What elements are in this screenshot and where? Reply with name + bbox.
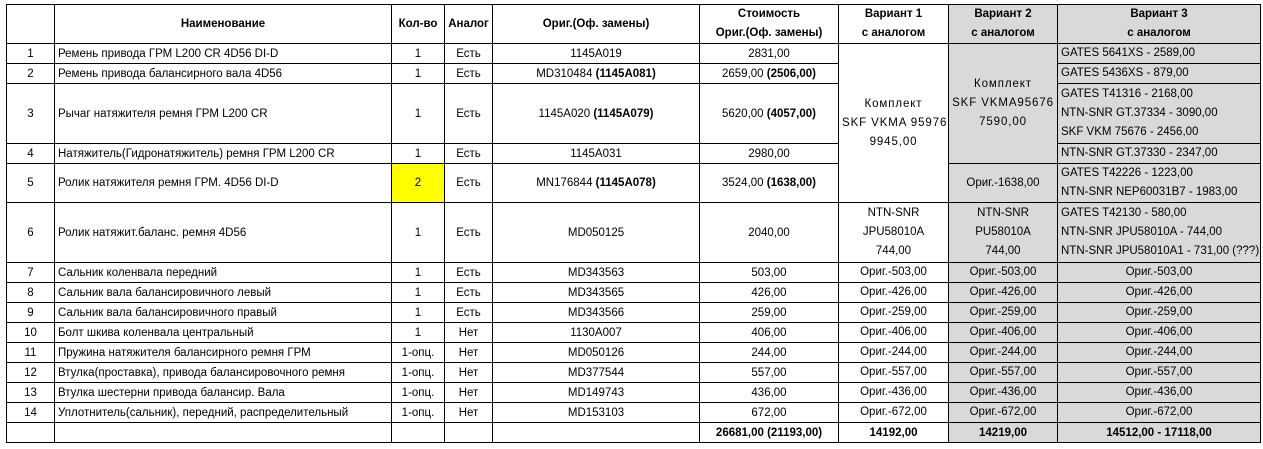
header-variant-3: Вариант 3 с аналогом xyxy=(1058,5,1261,44)
cost: 3524,00 (1638,00) xyxy=(700,164,839,203)
analog-status: Есть xyxy=(445,84,493,144)
quantity: 1 xyxy=(392,283,445,303)
header-orig: Ориг.(Оф. замены) xyxy=(493,5,700,44)
parts-table xyxy=(6,4,1261,443)
cost: 2980,00 xyxy=(700,144,839,164)
analog-status: Есть xyxy=(445,44,493,64)
variant-1: NTN-SNR JPU58010A 744,00 xyxy=(839,203,949,263)
part-name: Втулка шестерни привода балансир. Вала xyxy=(55,383,392,403)
variant-3: NTN-SNR GT.37330 - 2347,00 xyxy=(1058,144,1261,164)
cost: 244,00 xyxy=(700,343,839,363)
variant-3: GATES 5641XS - 2589,00 xyxy=(1058,44,1261,64)
original-part: 1130A007 xyxy=(493,323,700,343)
total-variant-3: 14512,00 - 17118,00 xyxy=(1058,423,1261,443)
analog-status: Есть xyxy=(445,283,493,303)
table-row xyxy=(7,343,1261,363)
table-row xyxy=(7,44,1261,64)
variant-3: Ориг.-426,00 xyxy=(1058,283,1261,303)
variant-3: Ориг.-244,00 xyxy=(1058,343,1261,363)
analog-status: Есть xyxy=(445,203,493,263)
variant-2: Ориг.-406,00 xyxy=(949,323,1058,343)
variant-3: Ориг.-672,00 xyxy=(1058,403,1261,423)
cost: 2659,00 (2506,00) xyxy=(700,64,839,84)
variant-3: Ориг.-259,00 xyxy=(1058,303,1261,323)
original-part: MD149743 xyxy=(493,383,700,403)
header-cost: Стоимость Ориг.(Оф. замены) xyxy=(700,5,839,44)
cost: 672,00 xyxy=(700,403,839,423)
row-number: 7 xyxy=(7,263,55,283)
analog-status: Есть xyxy=(445,144,493,164)
original-part: MD050125 xyxy=(493,203,700,263)
variant-3: Ориг.-406,00 xyxy=(1058,323,1261,343)
quantity: 1-опц. xyxy=(392,363,445,383)
variant-1: Ориг.-426,00 xyxy=(839,283,949,303)
quantity: 1 xyxy=(392,144,445,164)
variant-2: Ориг.-557,00 xyxy=(949,363,1058,383)
part-name: Болт шкива коленвала центральный xyxy=(55,323,392,343)
original-part: MD310484 (1145A081) xyxy=(493,64,700,84)
table-row xyxy=(7,84,1261,144)
row-number: 12 xyxy=(7,363,55,383)
row-number: 11 xyxy=(7,343,55,363)
part-name: Ролик натяжителя ремня ГРМ. 4D56 DI-D xyxy=(55,164,392,203)
total-variant-2: 14219,00 xyxy=(949,423,1058,443)
table-row xyxy=(7,363,1261,383)
row-number: 9 xyxy=(7,303,55,323)
variant-3: Ориг.-503,00 xyxy=(1058,263,1261,283)
table-row xyxy=(7,383,1261,403)
variant-1: Ориг.-557,00 xyxy=(839,363,949,383)
variant-3: GATES T42130 - 580,00 NTN-SNR JPU58010A - 744,00 NTN-SNR JPU58010A1 - 731,00 (???) xyxy=(1058,203,1261,263)
cost: 557,00 xyxy=(700,363,839,383)
quantity: 1 xyxy=(392,44,445,64)
row-number: 13 xyxy=(7,383,55,403)
original-part: 1145A031 xyxy=(493,144,700,164)
row-number: 5 xyxy=(7,164,55,203)
analog-status: Нет xyxy=(445,343,493,363)
variant-2: Ориг.-436,00 xyxy=(949,383,1058,403)
table-row xyxy=(7,263,1261,283)
variant-1: Ориг.-672,00 xyxy=(839,403,949,423)
table-row xyxy=(7,303,1261,323)
header-variant-2: Вариант 2 с аналогом xyxy=(949,5,1058,44)
variant-3: GATES T41316 - 2168,00 NTN-SNR GT.37334 - 3090,00 SKF VKM 75676 - 2456,00 xyxy=(1058,84,1261,144)
variant-2: Ориг.-672,00 xyxy=(949,403,1058,423)
analog-status: Есть xyxy=(445,263,493,283)
variant-1: Ориг.-436,00 xyxy=(839,383,949,403)
variant-1: Ориг.-244,00 xyxy=(839,343,949,363)
analog-status: Нет xyxy=(445,383,493,403)
table-row xyxy=(7,64,1261,84)
cost: 2831,00 xyxy=(700,44,839,64)
totals-row xyxy=(7,423,1261,443)
part-name: Натяжитель(Гидронатяжитель) ремня ГРМ L200 CR xyxy=(55,144,392,164)
original-part: 1145A019 xyxy=(493,44,700,64)
analog-status: Нет xyxy=(445,363,493,383)
variant-1: Ориг.-503,00 xyxy=(839,263,949,283)
quantity: 2 xyxy=(392,164,445,203)
variant-2-orig: Ориг.-1638,00 xyxy=(949,164,1058,203)
variant-3: GATES 5436XS - 879,00 xyxy=(1058,64,1261,84)
row-number: 8 xyxy=(7,283,55,303)
table-row xyxy=(7,144,1261,164)
variant-2: NTN-SNR PU58010A 744,00 xyxy=(949,203,1058,263)
variant-2: Ориг.-259,00 xyxy=(949,303,1058,323)
variant-2: Ориг.-503,00 xyxy=(949,263,1058,283)
part-name: Ремень привода ГРМ L200 CR 4D56 DI-D xyxy=(55,44,392,64)
part-name: Рычаг натяжителя ремня ГРМ L200 CR xyxy=(55,84,392,144)
original-part: MN176844 (1145A078) xyxy=(493,164,700,203)
quantity: 1 xyxy=(392,203,445,263)
cost: 503,00 xyxy=(700,263,839,283)
variant-3: GATES T42226 - 1223,00 NTN-SNR NEP60031B7 - 1983,00 xyxy=(1058,164,1261,203)
header-analog: Аналог xyxy=(445,5,493,44)
quantity: 1 xyxy=(392,303,445,323)
quantity: 1 xyxy=(392,84,445,144)
variant-1: Ориг.-406,00 xyxy=(839,323,949,343)
part-name: Ремень привода балансирного вала 4D56 xyxy=(55,64,392,84)
cost: 259,00 xyxy=(700,303,839,323)
table-row xyxy=(7,283,1261,303)
cost: 5620,00 (4057,00) xyxy=(700,84,839,144)
table-row xyxy=(7,203,1261,263)
variant-2: Ориг.-426,00 xyxy=(949,283,1058,303)
quantity: 1 xyxy=(392,64,445,84)
header-variant-1: Вариант 1 с аналогом xyxy=(839,5,949,44)
variant-3: Ориг.-557,00 xyxy=(1058,363,1261,383)
quantity: 1-опц. xyxy=(392,343,445,363)
part-name: Втулка(проставка), привода балансировочного ремня xyxy=(55,363,392,383)
part-name: Сальник вала балансировичного левый xyxy=(55,283,392,303)
header-num xyxy=(7,5,55,44)
row-number: 10 xyxy=(7,323,55,343)
header-row xyxy=(7,5,1261,44)
part-name: Ролик натяжит.баланс. ремня 4D56 xyxy=(55,203,392,263)
row-number: 2 xyxy=(7,64,55,84)
total-cost: 26681,00 (21193,00) xyxy=(700,423,839,443)
header-name: Наименование xyxy=(55,5,392,44)
variant-2: Ориг.-244,00 xyxy=(949,343,1058,363)
quantity: 1-опц. xyxy=(392,383,445,403)
original-part: MD343565 xyxy=(493,283,700,303)
quantity: 1 xyxy=(392,323,445,343)
variant-2-kit: Комплект SKF VKMA95676 7590,00 xyxy=(949,44,1058,164)
part-name: Уплотнитель(сальник), передний, распределительный xyxy=(55,403,392,423)
variant-1: Ориг.-259,00 xyxy=(839,303,949,323)
original-part: MD343563 xyxy=(493,263,700,283)
total-variant-1: 14192,00 xyxy=(839,423,949,443)
table-row xyxy=(7,164,1261,203)
analog-status: Нет xyxy=(445,323,493,343)
original-part: MD050126 xyxy=(493,343,700,363)
part-name: Пружина натяжителя балансирного ремня ГРМ xyxy=(55,343,392,363)
original-part: MD343566 xyxy=(493,303,700,323)
quantity: 1-опц. xyxy=(392,403,445,423)
header-qty: Кол-во xyxy=(392,5,445,44)
table-row xyxy=(7,323,1261,343)
part-name: Сальник вала балансировичного правый xyxy=(55,303,392,323)
row-number: 1 xyxy=(7,44,55,64)
analog-status: Нет xyxy=(445,403,493,423)
cost: 406,00 xyxy=(700,323,839,343)
row-number: 6 xyxy=(7,203,55,263)
original-part: MD377544 xyxy=(493,363,700,383)
analog-status: Есть xyxy=(445,303,493,323)
variant-3: Ориг.-436,00 xyxy=(1058,383,1261,403)
cost: 2040,00 xyxy=(700,203,839,263)
analog-status: Есть xyxy=(445,164,493,203)
cost: 426,00 xyxy=(700,283,839,303)
row-number: 4 xyxy=(7,144,55,164)
row-number: 3 xyxy=(7,84,55,144)
analog-status: Есть xyxy=(445,64,493,84)
variant-1-kit: Комплект SKF VKMA 95976 9945,00 xyxy=(839,44,949,203)
original-part: 1145A020 (1145A079) xyxy=(493,84,700,144)
original-part: MD153103 xyxy=(493,403,700,423)
table-row xyxy=(7,403,1261,423)
quantity: 1 xyxy=(392,263,445,283)
cost: 436,00 xyxy=(700,383,839,403)
part-name: Сальник коленвала передний xyxy=(55,263,392,283)
row-number: 14 xyxy=(7,403,55,423)
